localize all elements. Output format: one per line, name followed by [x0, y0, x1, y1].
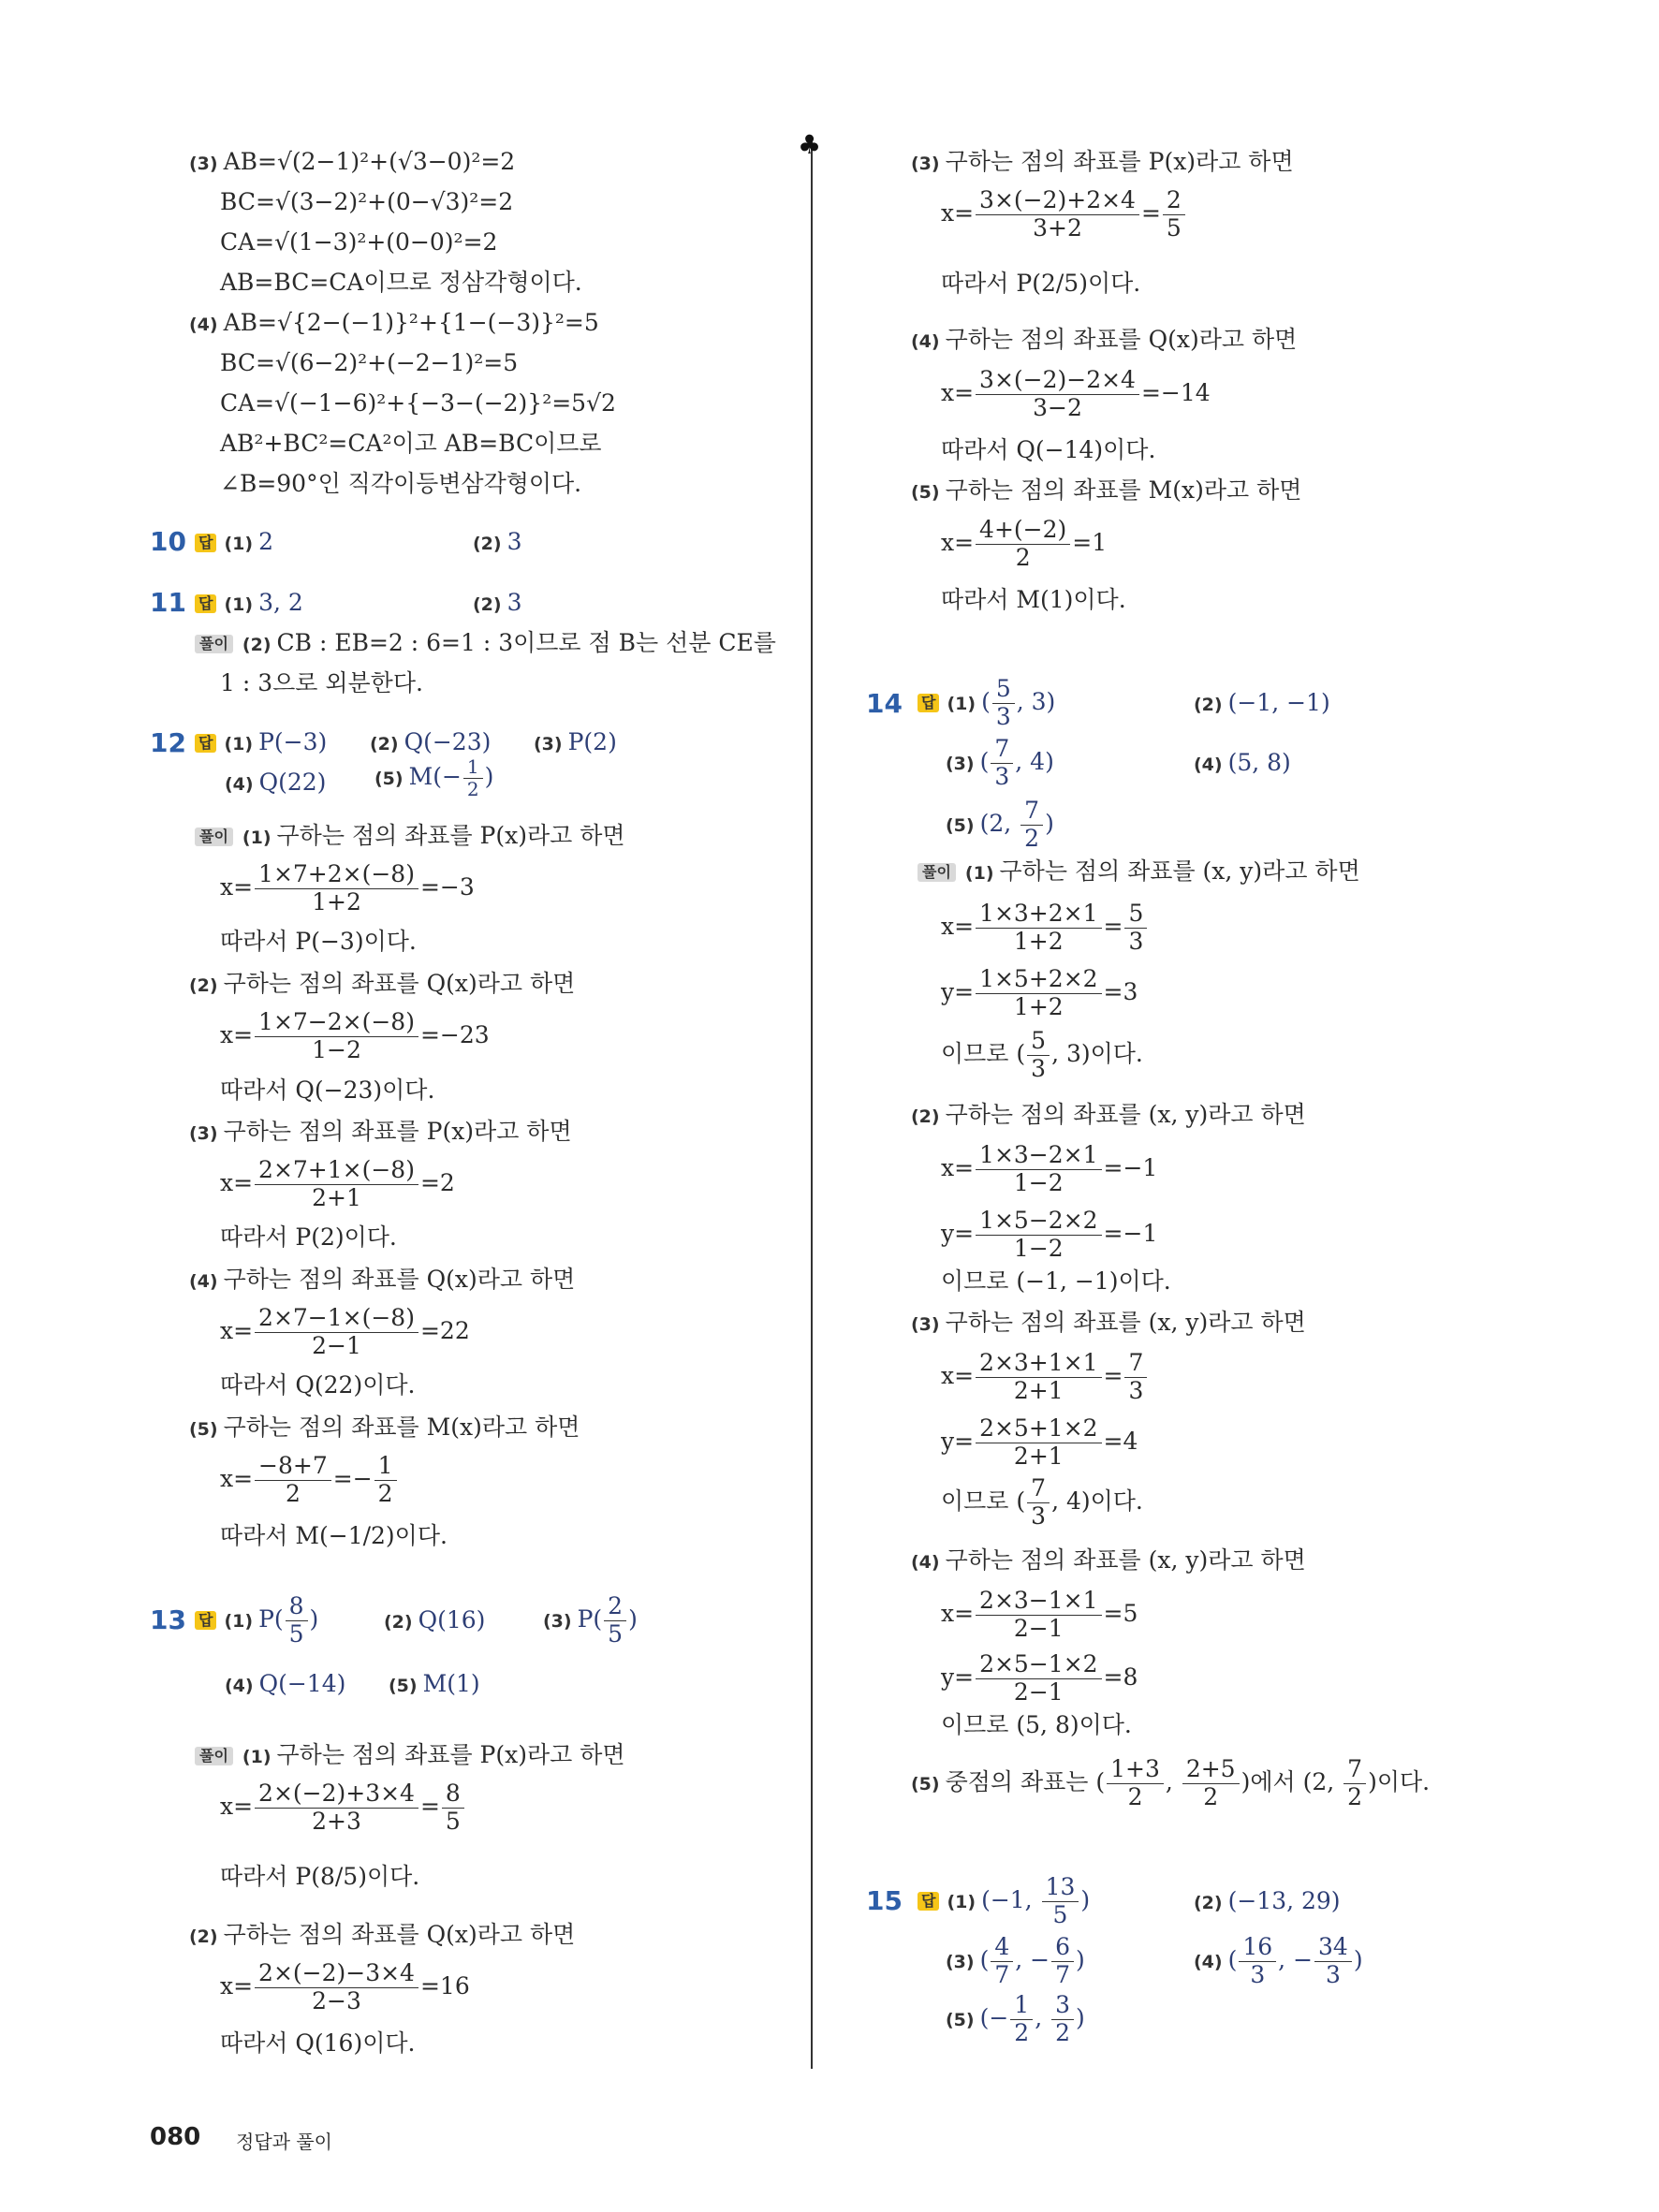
question-number-10: 10: [150, 526, 186, 557]
sol9-line2: BC=√(3−2)²+(0−√3)²=2: [220, 188, 514, 215]
q13-sol2-conclusion: 따라서 Q(16)이다.: [220, 2029, 416, 2057]
sol9-line1: (3) AB=√(2−1)²+(√3−0)²=2: [189, 148, 516, 175]
q14-answer-2: (2) (−1, −1): [1194, 689, 1330, 716]
q14-sol2-conclusion: 이므로 (−1, −1)이다.: [941, 1267, 1171, 1295]
sol9-line4: AB=BC=CA이므로 정삼각형이다.: [220, 269, 582, 296]
q12-sol2-intro: (2) 구하는 점의 좌표를 Q(x)라고 하면: [189, 970, 576, 997]
q13-sol3-intro: (3) 구하는 점의 좌표를 P(x)라고 하면: [911, 148, 1294, 175]
q14-sol2-y: y= $\frac{1\times 5-2\times 2}{1-2}$ =−1: [941, 1207, 1158, 1262]
q10-answer-1: 답 (1) 2: [195, 530, 273, 553]
q12-sol2-eq: x= $\frac{1\times 7-2\times(-8)}{1-2}$ =−23: [220, 1008, 490, 1063]
q14-sol1-intro: 풀이 (1) 구하는 점의 좌표를 (x, y)라고 하면: [918, 859, 1360, 883]
q15-answer-2: (2) (−13, 29): [1194, 1887, 1341, 1914]
q13-sol3-eq: x= $\frac{3\times(-2)+2\times 4}{3+2}$ = $\frac{2}{5}$: [941, 187, 1187, 242]
q13-answer-3: (3) P( $\frac{2}{5}$ ): [543, 1592, 638, 1648]
q13-sol4-eq: x= $\frac{3\times(-2)-2\times 4}{3-2}$ =−14: [941, 366, 1211, 421]
sol9-line5: (4) AB=√{2−(−1)}²+{1−(−3)}²=5: [189, 309, 599, 336]
q14-sol3-x: x= $\frac{2\times 3+1\times 1}{2+1}$ = $\frac{7}{3}$: [941, 1350, 1149, 1405]
divider-ornament-icon: ♣: [798, 129, 822, 160]
q12-sol1-conclusion: 따라서 P(−3)이다.: [220, 928, 417, 955]
q12-sol1-intro: 풀이 (1) 구하는 점의 좌표를 P(x)라고 하면: [195, 824, 625, 847]
q14-sol4-conclusion: 이므로 (5, 8)이다.: [941, 1711, 1132, 1738]
q15-answer-1: 답 (1) (−1, $\frac{13}{5}$ ): [918, 1874, 1090, 1929]
page-number: 080: [150, 2123, 201, 2151]
question-number-15: 15: [866, 1885, 903, 1916]
q13-sol3-conclusion: 따라서 P(2/5)이다.: [941, 270, 1141, 297]
q14-answer-5: (5) (2, $\frac{7}{2}$ ): [946, 797, 1054, 852]
sol9-line9: ∠B=90°인 직각이등변삼각형이다.: [220, 470, 582, 497]
q14-sol1-x: x= $\frac{1\times 3+2\times 1}{1+2}$ = $\frac{5}{3}$: [941, 901, 1149, 956]
q12-sol3-eq: x= $\frac{2\times 7+1\times(-8)}{2+1}$ =2: [220, 1156, 455, 1211]
q11-solution-line2: 1 : 3으로 외분한다.: [220, 669, 423, 696]
q14-sol3-y: y= $\frac{2\times 5+1\times 2}{2+1}$ =4: [941, 1414, 1138, 1470]
q13-sol2-intro: (2) 구하는 점의 좌표를 Q(x)라고 하면: [189, 1921, 576, 1948]
q13-sol2-eq: x= $\frac{2\times(-2)-3\times 4}{2-3}$ =16: [220, 1959, 470, 2014]
q12-answer-5: (5) M(− $\frac{1}{2}$ ): [374, 755, 494, 800]
q12-answer-4: (4) Q(22): [225, 769, 327, 796]
q14-answer-1: 답 (1) ( $\frac{5}{3}$ , 3): [918, 676, 1055, 731]
q12-sol4-intro: (4) 구하는 점의 좌표를 Q(x)라고 하면: [189, 1266, 576, 1293]
question-number-14: 14: [866, 688, 903, 719]
q13-sol4-conclusion: 따라서 Q(−14)이다.: [941, 436, 1156, 463]
q11-answer-1: 답 (1) 3, 2: [195, 591, 303, 614]
q12-sol5-conclusion: 따라서 M(−1/2)이다.: [220, 1522, 448, 1549]
sol9-line6: BC=√(6−2)²+(−2−1)²=5: [220, 349, 519, 376]
q10-answer-2: (2) 3: [473, 528, 522, 555]
q14-sol2-x: x= $\frac{1\times 3-2\times 1}{1-2}$ =−1: [941, 1141, 1158, 1196]
q12-sol5-eq: x= $\frac{-8+7}{2}$ =− $\frac{1}{2}$: [220, 1453, 399, 1508]
q12-sol4-eq: x= $\frac{2\times 7-1\times(-8)}{2-1}$ =22: [220, 1304, 470, 1359]
q14-sol1-conclusion: 이므로 ( $\frac{5}{3}$ , 3)이다.: [941, 1027, 1143, 1082]
question-number-11: 11: [150, 587, 186, 618]
q13-answer-2: (2) Q(16): [384, 1606, 486, 1633]
q12-answer-2: (2) Q(−23): [370, 728, 492, 755]
q12-sol4-conclusion: 따라서 Q(22)이다.: [220, 1371, 416, 1399]
sol9-line7: CA=√(−1−6)²+{−3−(−2)}²=5√2: [220, 389, 616, 417]
q14-sol4-y: y= $\frac{2\times 5-1\times 2}{2-1}$ =8: [941, 1650, 1138, 1706]
question-number-13: 13: [150, 1604, 186, 1635]
q12-sol3-conclusion: 따라서 P(2)이다.: [220, 1223, 397, 1251]
q14-sol2-intro: (2) 구하는 점의 좌표를 (x, y)라고 하면: [911, 1101, 1306, 1128]
q13-sol4-intro: (4) 구하는 점의 좌표를 Q(x)라고 하면: [911, 326, 1298, 353]
q13-answer-1: 답 (1) P( $\frac{8}{5}$ ): [195, 1593, 318, 1648]
q15-answer-5: (5) (− $\frac{1}{2}$ , $\frac{3}{2}$ ): [946, 1991, 1085, 2046]
sol9-line3: CA=√(1−3)²+(0−0)²=2: [220, 228, 498, 256]
q15-answer-3: (3) ( $\frac{4}{7}$ , − $\frac{6}{7}$ ): [946, 1933, 1085, 1988]
sol9-line8: AB²+BC²=CA²이고 AB=BC이므로: [220, 430, 602, 457]
column-divider: [811, 140, 813, 2069]
q14-answer-3: (3) ( $\frac{7}{3}$ , 4): [946, 735, 1054, 790]
q12-sol3-intro: (3) 구하는 점의 좌표를 P(x)라고 하면: [189, 1118, 572, 1145]
q11-answer-2: (2) 3: [473, 589, 522, 616]
q13-sol5-eq: x= $\frac{4+(-2)}{2}$ =1: [941, 516, 1108, 571]
q12-answer-3: (3) P(2): [534, 728, 617, 755]
q14-sol3-intro: (3) 구하는 점의 좌표를 (x, y)라고 하면: [911, 1309, 1306, 1336]
q14-sol1-y: y= $\frac{1\times 5+2\times 2}{1+2}$ =3: [941, 965, 1138, 1020]
q11-solution-line1: 풀이 (2) CB : EB=2 : 6=1 : 3이므로 점 B는 선분 CE를: [195, 631, 776, 654]
q14-sol4-intro: (4) 구하는 점의 좌표를 (x, y)라고 하면: [911, 1546, 1306, 1574]
q15-answer-4: (4) ( $\frac{16}{3}$ , − $\frac{34}{3}$ ): [1194, 1933, 1363, 1988]
q12-sol2-conclusion: 따라서 Q(−23)이다.: [220, 1077, 435, 1104]
q12-sol5-intro: (5) 구하는 점의 좌표를 M(x)라고 하면: [189, 1414, 580, 1441]
q13-answer-4: (4) Q(−14): [225, 1670, 346, 1697]
q14-sol4-x: x= $\frac{2\times 3-1\times 1}{2-1}$ =5: [941, 1587, 1138, 1642]
q14-sol3-conclusion: 이므로 ( $\frac{7}{3}$ , 4)이다.: [941, 1474, 1143, 1530]
q14-answer-4: (4) (5, 8): [1194, 749, 1291, 776]
q12-sol1-eq: x= $\frac{1\times 7+2\times(-8)}{1+2}$ =−3: [220, 860, 475, 916]
footer-title: 정답과 풀이: [236, 2131, 332, 2153]
q13-answer-5: (5) M(1): [389, 1670, 480, 1697]
q12-answer-1: 답 (1) P(−3): [195, 730, 327, 754]
q13-sol1-eq: x= $\frac{2\times(-2)+3\times 4}{2+3}$ = $\frac{8}{5}$: [220, 1780, 466, 1836]
q13-sol1-intro: 풀이 (1) 구하는 점의 좌표를 P(x)라고 하면: [195, 1743, 625, 1766]
q13-sol5-conclusion: 따라서 M(1)이다.: [941, 586, 1126, 613]
q13-sol5-intro: (5) 구하는 점의 좌표를 M(x)라고 하면: [911, 476, 1302, 504]
q13-sol1-conclusion: 따라서 P(8/5)이다.: [220, 1863, 420, 1890]
question-number-12: 12: [150, 727, 186, 758]
q14-sol5: (5) 중점의 좌표는 ( $\frac{1+3}{2}$ , $\frac{2+5}{2}$ )에서 (2, $\frac{7}{2}$ )이다.: [911, 1755, 1431, 1810]
